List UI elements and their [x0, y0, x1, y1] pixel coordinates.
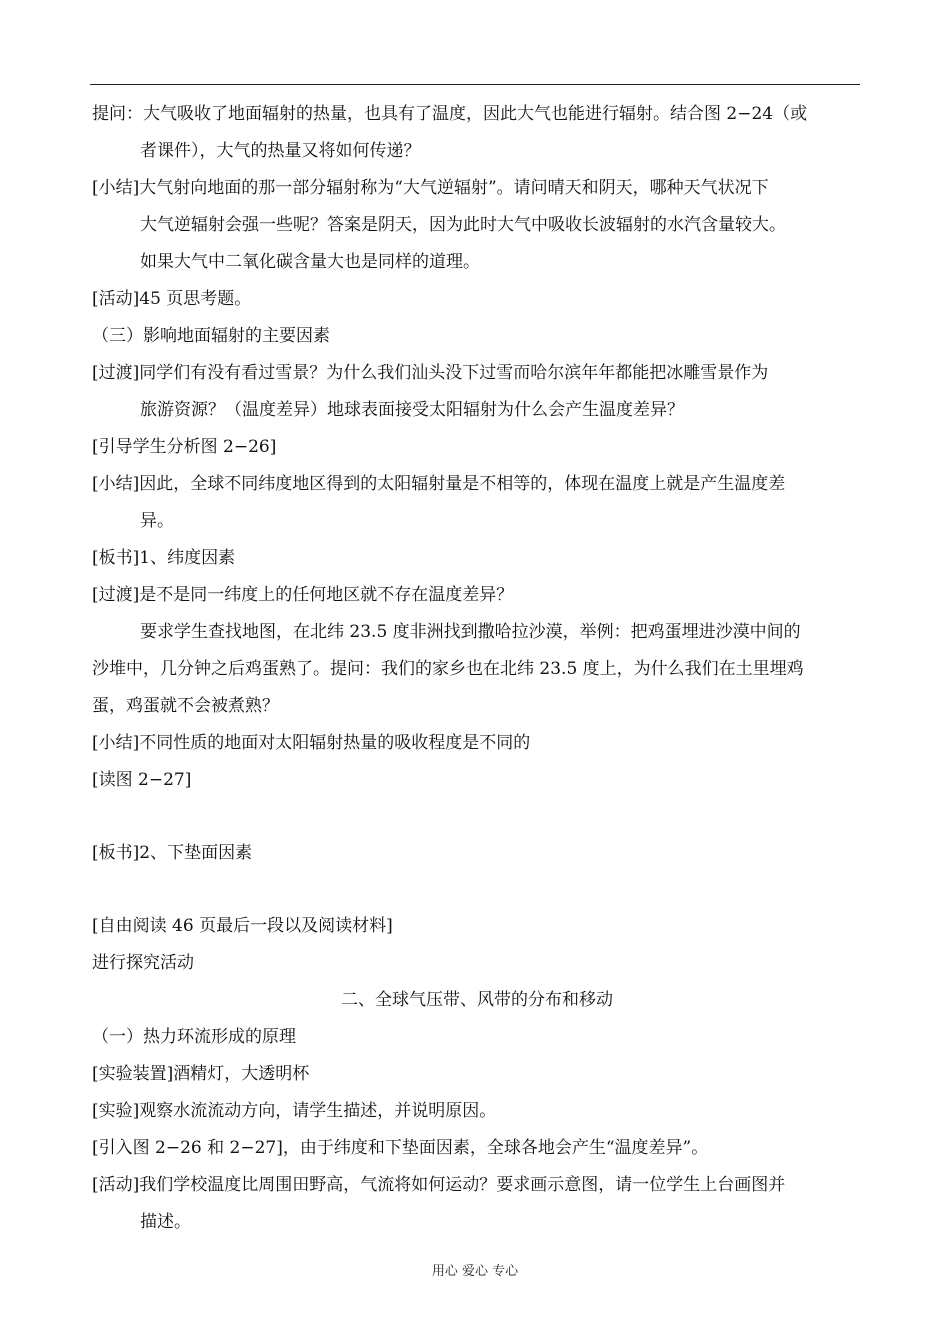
paragraph-line: [自由阅读 46 页最后一段以及阅读材料]	[92, 916, 393, 936]
paragraph-line: 者课件），大气的热量又将如何传递？	[140, 141, 421, 161]
paragraph-line: 异。	[140, 511, 174, 531]
paragraph-line: [活动]45 页思考题。	[92, 289, 252, 309]
paragraph-line: [板书]1、纬度因素	[92, 548, 236, 568]
blank-space	[92, 872, 862, 908]
header-rule	[90, 84, 860, 85]
paragraph-line: [小结]不同性质的地面对太阳辐射热量的吸收程度是不同的	[92, 733, 531, 753]
paragraph-line: [板书]2、下垫面因素	[92, 843, 253, 863]
paragraph-line: 沙堆中，几分钟之后鸡蛋熟了。提问：我们的家乡也在北纬 23.5 度上，为什么我们在土里埋鸡	[92, 659, 804, 679]
paragraph-line: [引导学生分析图 2−26]	[92, 437, 277, 457]
paragraph-line: [过渡]同学们有没有看过雪景？为什么我们汕头没下过雪而哈尔滨年年都能把冰雕雪景作为	[92, 363, 769, 383]
paragraph-line: 描述。	[140, 1212, 191, 1232]
paragraph-line: [引入图 2−26 和 2−27]，由于纬度和下垫面因素，全球各地会产生“温度差异”。	[92, 1138, 709, 1158]
section-heading: （三）影响地面辐射的主要因素	[92, 326, 330, 346]
paragraph-line: 旅游资源？（温度差异）地球表面接受太阳辐射为什么会产生温度差异？	[140, 400, 684, 420]
paragraph-line: 提问：大气吸收了地面辐射的热量，也具有了温度，因此大气也能进行辐射。结合图 2−24（或	[92, 104, 808, 124]
section-heading: （一）热力环流形成的原理	[92, 1027, 296, 1047]
paragraph-line: [小结]大气射向地面的那一部分辐射称为“大气逆辐射”。请问晴天和阴天，哪种天气状况下	[92, 178, 769, 198]
paragraph-line: [读图 2−27]	[92, 770, 192, 790]
paragraph-line: [过渡]是不是同一纬度上的任何地区就不存在温度差异？	[92, 585, 514, 605]
paragraph-line: 进行探究活动	[92, 953, 194, 973]
page-footer: 用心 爱心 专心	[431, 1264, 519, 1279]
blank-space	[92, 799, 862, 835]
paragraph-line: 要求学生查找地图，在北纬 23.5 度非洲找到撒哈拉沙漠，举例：把鸡蛋埋进沙漠中间的	[140, 622, 801, 642]
paragraph-line: [实验]观察水流流动方向，请学生描述，并说明原因。	[92, 1101, 497, 1121]
paragraph-line: 蛋，鸡蛋就不会被煮熟？	[92, 696, 279, 716]
paragraph-line: 大气逆辐射会强一些呢？答案是阴天，因为此时大气中吸收长波辐射的水汽含量较大。	[140, 215, 786, 235]
paragraph-line: [实验装置]酒精灯，大透明杯	[92, 1064, 310, 1084]
paragraph-line: [小结]因此，全球不同纬度地区得到的太阳辐射量是不相等的，体现在温度上就是产生温度差	[92, 474, 786, 494]
paragraph-line: 如果大气中二氧化碳含量大也是同样的道理。	[140, 252, 480, 272]
section-title: 二、全球气压带、风带的分布和移动	[341, 990, 613, 1010]
paragraph-line: [活动]我们学校温度比周围田野高，气流将如何运动？要求画示意图，请一位学生上台画图并	[92, 1175, 786, 1195]
document-body	[92, 96, 862, 1241]
